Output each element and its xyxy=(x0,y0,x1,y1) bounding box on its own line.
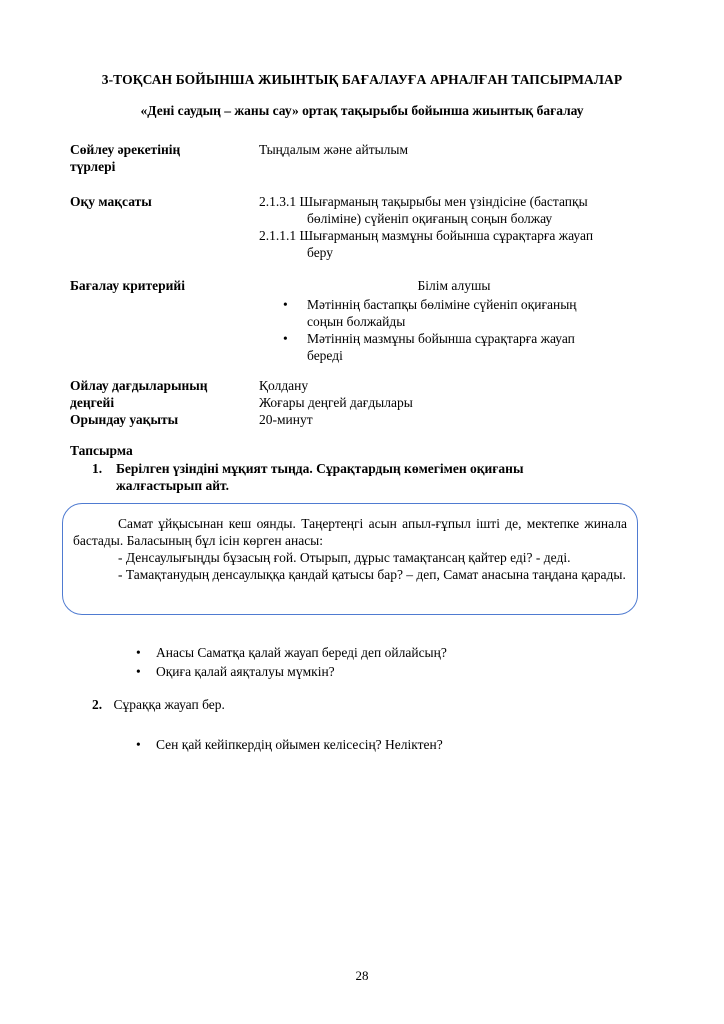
question-item: • Оқиға қалай аяқталуы мүмкін? xyxy=(136,662,447,681)
criteria-heading: Білім алушы xyxy=(417,278,491,293)
speech-activity-value: Тыңдалым және айтылым xyxy=(259,142,409,157)
page-number: 28 xyxy=(355,968,369,983)
criteria-list xyxy=(259,296,659,364)
objective-item: 2.1.1.1 Шығарманың мазмұны бойынша сұрақтарға жауап беру xyxy=(259,228,594,260)
page-subtitle: «Дені саудың – жаны сау» ортақ тақырыбы бойынша жиынтық бағалау xyxy=(140,103,584,118)
page-title: 3-ТОҚСАН БОЙЫНША ЖИЫНТЫҚ БАҒАЛАУҒА АРНАЛҒАН ТАПСЫРМАЛАР xyxy=(101,72,623,87)
task-item-2 xyxy=(92,697,225,713)
task-instruction: Берілген үзіндіні мұқият тыңда. Сұрақтардың көмегімен оқиғаны жалғастырып айт. xyxy=(116,461,524,493)
question-item: • Сен қай кейіпкердің ойымен келісесің? Неліктен? xyxy=(136,735,443,754)
question-list-2 xyxy=(136,735,443,754)
task-heading: Тапсырма xyxy=(70,443,133,458)
passage-paragraph: - Денсаулығыңды бұзасың ғой. Отырып, дұрыс тамақтансаң қайтер еді? - деді. xyxy=(118,550,571,565)
thinking-skills-value: Қолдану Жоғары деңгей дағдылары xyxy=(259,378,413,410)
criteria-item: • Мәтіннің бастапқы бөліміне сүйеніп оқиғаның соңын болжайды xyxy=(307,296,597,330)
passage-box xyxy=(62,503,638,615)
assessment-criteria-label: Бағалау критерийі xyxy=(70,278,185,293)
objective-item: 2.1.3.1 Шығарманың тақырыбы мен үзіндісіне (бастапқы бөліміне) сүйеніп оқиғаның соңын болжау xyxy=(259,194,588,226)
completion-time-label: Орындау уақыты xyxy=(70,412,179,427)
question-list-1 xyxy=(136,643,447,681)
learning-objective-label: Оқу мақсаты xyxy=(70,194,152,209)
task-instruction: Сұраққа жауап бер. xyxy=(113,697,225,712)
passage-paragraph: Самат ұйқысынан кеш оянды. Таңертеңгі асын апыл-ғұпыл ішті де, мектепке жинала бастады. Баласының бұл ісін көрген анасы: xyxy=(73,516,627,548)
task-number: 2. xyxy=(92,697,103,712)
completion-time-value: 20-минут xyxy=(259,412,313,427)
learning-objective-values xyxy=(259,193,659,261)
task-number: 1. xyxy=(92,461,103,476)
question-item: • Анасы Саматқа қалай жауап береді деп ойлайсың? xyxy=(136,643,447,662)
speech-activity-label: Сөйлеу әрекетінің түрлері xyxy=(70,142,181,174)
criteria-item: • Мәтіннің мазмұны бойынша сұрақтарға жауап береді xyxy=(307,330,597,364)
assessment-criteria-values xyxy=(259,277,659,364)
passage-paragraph: - Тамақтанудың денсаулыққа қандай қатысы бар? – деп, Самат анасына таңдана қарады. xyxy=(118,567,626,582)
thinking-skills-label: Ойлау дағдыларының деңгейі xyxy=(70,378,208,410)
task-item-1 xyxy=(92,460,612,494)
